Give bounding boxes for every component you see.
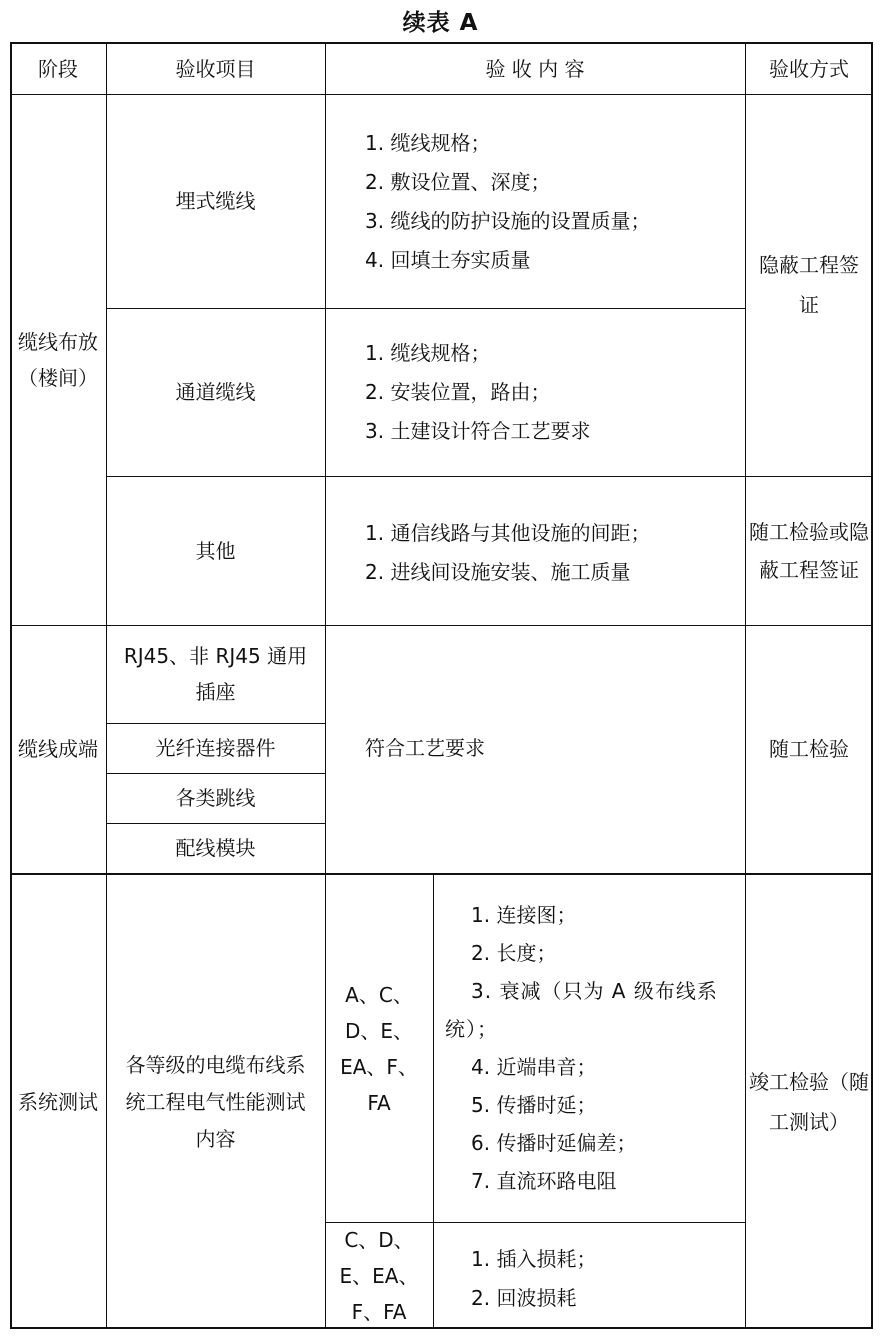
list-item: 1. 缆线规格； xyxy=(365,131,491,155)
item-wiring-module: 配线模块 xyxy=(175,836,256,860)
item-electrical-test: 各等级的电缆布线系统工程电气性能测试内容 xyxy=(125,1052,306,1151)
list-item: 5. 传播时延； xyxy=(471,1093,597,1117)
list-item: 2. 回波损耗 xyxy=(471,1286,577,1310)
content-class-a xyxy=(445,896,737,1200)
list-item: 3. 缆线的防护设施的设置质量； xyxy=(365,209,651,233)
list-item: 1. 通信线路与其他设施的间距； xyxy=(365,521,651,545)
item-buried-cable: 埋式缆线 xyxy=(175,189,256,213)
list-item: 1. 缆线规格； xyxy=(365,341,491,365)
table-title: 续表 A xyxy=(402,10,479,36)
list-item: 4. 近端串音； xyxy=(471,1055,597,1079)
content-channel-cable xyxy=(365,334,590,451)
list-item: 2. 敷设位置、深度； xyxy=(365,170,551,194)
class-a-group: A、C、D、E、EA、F、FA xyxy=(340,982,418,1115)
list-item: 2. 安装位置，路由； xyxy=(365,380,551,404)
list-item: 2. 进线间设施安装、施工质量 xyxy=(365,560,631,584)
item-channel-cable: 通道缆线 xyxy=(175,380,256,404)
col-divider-class xyxy=(433,873,434,1329)
list-item: 3. 土建设计符合工艺要求 xyxy=(365,419,591,443)
list-item: 1. 连接图； xyxy=(471,903,577,927)
method-termination: 随工检验 xyxy=(769,737,849,761)
method-concealed-work: 隐蔽工程签证 xyxy=(759,253,859,317)
item-other: 其他 xyxy=(195,538,236,563)
stage-termination: 缆线成端 xyxy=(18,737,98,761)
header-item: 验收项目 xyxy=(175,57,256,81)
list-item: 7. 直流环路电阻 xyxy=(471,1169,617,1193)
header-content: 验 收 内 容 xyxy=(485,57,585,81)
content-buried-cable xyxy=(365,124,650,280)
item-fiber-connector: 光纤连接器件 xyxy=(155,736,276,760)
header-method: 验收方式 xyxy=(769,57,849,81)
content-class-c xyxy=(471,1240,596,1318)
method-other: 随工检验或隐蔽工程签证 xyxy=(749,519,869,582)
item-patch-cord: 各类跳线 xyxy=(175,786,256,810)
list-item: 2. 长度； xyxy=(471,941,557,965)
content-other xyxy=(365,514,650,592)
list-item: 4. 回填土夯实质量 xyxy=(365,248,531,272)
header-stage: 阶段 xyxy=(38,57,78,81)
class-c-group: C、D、E、EA、F、FA xyxy=(339,1228,419,1324)
list-item: 6. 传播时延偏差； xyxy=(471,1131,637,1155)
stage-system-test: 系统测试 xyxy=(18,1090,98,1114)
item-socket: RJ45、非 RJ45 通用插座 xyxy=(123,644,308,704)
method-system-test: 竣工检验（随工测试） xyxy=(749,1070,869,1134)
stage-cable-layout: 缆线布放（楼间） xyxy=(18,329,98,390)
list-item: 3. 衰减（只为 A 级布线系统）； xyxy=(445,979,718,1041)
list-item: 1. 插入损耗； xyxy=(471,1247,597,1271)
content-termination: 符合工艺要求 xyxy=(365,736,485,760)
